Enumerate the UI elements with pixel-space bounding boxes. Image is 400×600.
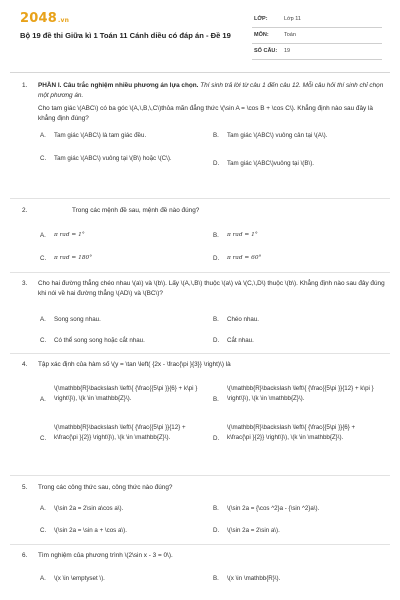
meta-label: LỚP: (254, 16, 268, 22)
meta-row-class (252, 13, 382, 28)
question-number: 2. (22, 207, 28, 214)
question-number: 1. (22, 82, 28, 89)
question-number: 4. (22, 361, 28, 368)
question-separator (10, 475, 390, 476)
question-separator (10, 353, 390, 354)
meta-box (252, 13, 382, 61)
question-separator (10, 544, 390, 545)
document-title: Bộ 19 đề thi Giữa kì 1 Toán 11 Cánh diều có đáp án - Đề 19 (20, 31, 231, 40)
header-divider (10, 72, 390, 73)
question-text: Trong các mệnh đề sau, mệnh đề nào đúng? (72, 207, 200, 214)
question-text: Cho hai đường thẳng chéo nhau \(a\) và \(b\). Lấy \(A,\,B\) thuộc \(a\) và \(C,\,D\) thuộc \(b\). Khẳng định nào sau đây đúng khi nói về hai đường thẳng \(AD\) và \(BC\)? (38, 280, 385, 297)
question-number: 6. (22, 552, 28, 559)
site-logo[interactable]: 2048.vn (20, 11, 70, 26)
page-header (0, 0, 400, 62)
meta-value: 19 (284, 48, 291, 54)
meta-value: Toán (284, 32, 296, 38)
question-text: Cho tam giác \(ABC\) có ba góc \(A,\,B,\,C\)thỏa mãn đẳng thức \(\sin A = \cos B + \cos C\). Khẳng định nào sau đây là khẳng định đúng? (38, 105, 373, 122)
meta-label: SỐ CÂU: (254, 48, 278, 54)
question-number: 3. (22, 280, 28, 287)
question-intro (38, 81, 388, 101)
meta-row-count (252, 45, 382, 60)
question-separator (10, 272, 390, 273)
question-text: Tập xác định của hàm số \(y = \tan \left( {2x - \frac{\pi }{3}} \right)\) là (38, 361, 231, 368)
part-title: PHẦN I. Câu trắc nghiệm nhiều phương án lựa chọn. (38, 82, 199, 89)
question-text: Tìm nghiệm của phương trình \(2\sin x - 3 = 0\). (38, 552, 173, 559)
part-instruction: Thí sinh trả lời từ câu 1 đến câu 12. Mỗi câu hỏi thí sinh chỉ chọn một phương án. (38, 82, 384, 99)
question-text: Trong các công thức sau, công thức nào đúng? (38, 484, 173, 491)
meta-label: MÔN: (254, 32, 269, 38)
question-separator (10, 198, 390, 199)
question-number: 5. (22, 484, 28, 491)
meta-value: Lớp 11 (284, 16, 301, 22)
meta-row-subject (252, 29, 382, 44)
